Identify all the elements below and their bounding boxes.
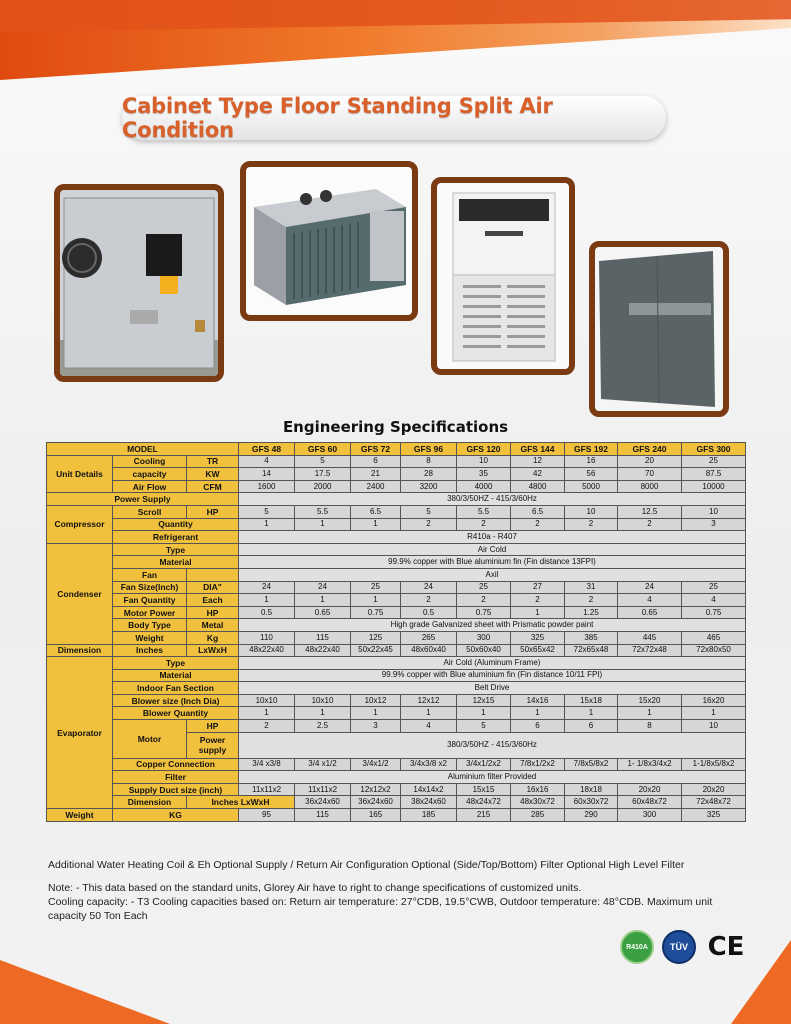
value-cell: 2 — [457, 518, 511, 531]
model-name: GFS 48 — [239, 443, 295, 456]
merged-value: R410a - R407 — [239, 531, 746, 544]
value-cell: 8 — [618, 720, 682, 733]
value-cell: 5 — [457, 720, 511, 733]
value-cell: 48x60x40 — [401, 644, 457, 657]
indoor-unit-image — [437, 183, 569, 369]
row-unit: HP — [187, 606, 239, 619]
value-cell: 6 — [565, 720, 618, 733]
value-cell: 1 — [511, 707, 565, 720]
row-label: Refrigerant — [113, 531, 239, 544]
section-compressor: Compressor — [47, 505, 113, 543]
value-cell: 12.5 — [618, 505, 682, 518]
row-label: Cooling — [113, 455, 187, 468]
value-cell: 325 — [682, 809, 746, 822]
section-condenser: Condenser — [47, 543, 113, 644]
value-cell: 6 — [351, 455, 401, 468]
value-cell: 11x11x2 — [239, 783, 295, 796]
value-cell: 36x24x60 — [351, 796, 401, 809]
value-cell: 15x20 — [618, 694, 682, 707]
value-cell: 10 — [682, 720, 746, 733]
note-options: Additional Water Heating Coil & Eh Optional Supply / Return Air Configuration Optional (Side/Top/Bottom) Filter Optional High Level Filter — [48, 859, 685, 871]
notes-section — [48, 858, 748, 932]
table-row — [47, 694, 746, 707]
tuv-logo: TÜV — [662, 930, 696, 964]
value-cell: 4800 — [511, 480, 565, 493]
merged-value: Belt Drive — [239, 682, 746, 695]
note-disclaimer: Note: - This data based on the standard units, Glorey Air have to right to change specifications of customized units. — [48, 882, 582, 894]
table-row — [47, 796, 746, 809]
value-cell: 60x48x72 — [618, 796, 682, 809]
value-cell: 4000 — [457, 480, 511, 493]
row-label: Blower Quantity — [113, 707, 239, 720]
model-header: MODEL — [47, 443, 239, 456]
row-label: Body Type — [113, 619, 187, 632]
value-cell: 27 — [511, 581, 565, 594]
outdoor-unit-image — [60, 190, 218, 376]
table-row — [47, 468, 746, 481]
table-row — [47, 518, 746, 531]
row-label: Copper Connection — [113, 758, 239, 771]
value-cell: 38x24x60 — [401, 796, 457, 809]
row-unit: CFM — [187, 480, 239, 493]
row-unit: LxWxH — [187, 644, 239, 657]
value-cell: 3/4x1/2 — [351, 758, 401, 771]
value-cell: 1 — [401, 707, 457, 720]
merged-value: 99.9% copper with Blue aluminium fin (Fin distance 10/11 FPI) — [239, 669, 746, 682]
value-cell: 3/4 x3/8 — [239, 758, 295, 771]
value-cell: 3 — [351, 720, 401, 733]
row-label: Air Flow — [113, 480, 187, 493]
value-cell: 14x16 — [511, 694, 565, 707]
value-cell: 6.5 — [511, 505, 565, 518]
value-cell: 1 — [351, 594, 401, 607]
value-cell: 5 — [295, 455, 351, 468]
row-unit: Each — [187, 594, 239, 607]
value-cell: 215 — [457, 809, 511, 822]
model-name: GFS 192 — [565, 443, 618, 456]
row-label: Fan Quantity — [113, 594, 187, 607]
page-title: Cabinet Type Floor Standing Split Air Condition — [122, 94, 553, 142]
value-cell: 8000 — [618, 480, 682, 493]
value-cell: 2400 — [351, 480, 401, 493]
value-cell: 12x15 — [457, 694, 511, 707]
value-cell: 3/4x1/2x2 — [457, 758, 511, 771]
merged-value: Axil — [239, 568, 746, 581]
table-row — [47, 581, 746, 594]
merged-value: Air Cold — [239, 543, 746, 556]
value-cell: 2.5 — [295, 720, 351, 733]
model-name: GFS 96 — [401, 443, 457, 456]
value-cell: 1 — [351, 518, 401, 531]
value-cell: 2000 — [295, 480, 351, 493]
value-cell: 20 — [618, 455, 682, 468]
value-cell: 1 — [565, 707, 618, 720]
row-label: KG — [113, 809, 239, 822]
value-cell: 6.5 — [351, 505, 401, 518]
value-cell: 1.25 — [565, 606, 618, 619]
value-cell: 4 — [682, 594, 746, 607]
row-unit: KW — [187, 468, 239, 481]
value-cell: 2 — [511, 518, 565, 531]
value-cell: 1 — [511, 606, 565, 619]
value-cell: 285 — [511, 809, 565, 822]
value-cell: 185 — [401, 809, 457, 822]
value-cell: 10 — [682, 505, 746, 518]
value-cell: 12 — [511, 455, 565, 468]
value-cell: 56 — [565, 468, 618, 481]
row-unit: HP — [187, 505, 239, 518]
value-cell: 35 — [457, 468, 511, 481]
value-cell: 10 — [457, 455, 511, 468]
value-cell: 10x10 — [295, 694, 351, 707]
value-cell: 7/8x5/8x2 — [565, 758, 618, 771]
table-row — [47, 443, 746, 456]
value-cell: 5 — [401, 505, 457, 518]
value-cell: 1- 1/8x3/4x2 — [618, 758, 682, 771]
merged-value: 380/3/50HZ - 415/3/60Hz — [239, 493, 746, 506]
table-row — [47, 568, 746, 581]
value-cell: 15x15 — [457, 783, 511, 796]
row-label: Material — [113, 669, 239, 682]
row-label: capacity — [113, 468, 187, 481]
table-row — [47, 657, 746, 670]
row-label: Inches LxWxH — [187, 796, 295, 809]
value-cell: 10x12 — [351, 694, 401, 707]
value-cell: 25 — [682, 455, 746, 468]
value-cell: 50x60x40 — [457, 644, 511, 657]
value-cell: 12x12 — [401, 694, 457, 707]
section-unit-details: Unit Details — [47, 455, 113, 493]
section-dimension: Dimension — [47, 644, 113, 657]
row-unit: HP — [187, 720, 239, 733]
value-cell: 20x20 — [618, 783, 682, 796]
value-cell: 72x72x48 — [618, 644, 682, 657]
product-photo-cabinet-unit — [240, 161, 418, 321]
value-cell: 24 — [618, 581, 682, 594]
value-cell: 2 — [457, 594, 511, 607]
value-cell: 48x22x40 — [239, 644, 295, 657]
title-banner — [122, 96, 666, 140]
value-cell: 0.5 — [239, 606, 295, 619]
value-cell: 300 — [457, 631, 511, 644]
table-row — [47, 809, 746, 822]
value-cell: 24 — [401, 581, 457, 594]
row-label: Scroll — [113, 505, 187, 518]
value-cell: 2 — [239, 720, 295, 733]
row-label: Blower size (Inch Dia) — [113, 694, 239, 707]
value-cell: 25 — [682, 581, 746, 594]
value-cell: 7/8x1/2x2 — [511, 758, 565, 771]
table-row — [47, 720, 746, 733]
value-cell: 1 — [295, 594, 351, 607]
merged-value: 99.9% copper with Blue aluminium fin (Fin distance 13FPI) — [239, 556, 746, 569]
value-cell: 3/4 x1/2 — [295, 758, 351, 771]
section-dimension: Dimension — [113, 796, 187, 809]
row-label: Fan Size(Inch) — [113, 581, 187, 594]
table-row — [47, 543, 746, 556]
row-label: Type — [113, 657, 239, 670]
value-cell: 3200 — [401, 480, 457, 493]
model-name: GFS 72 — [351, 443, 401, 456]
value-cell: 5 — [239, 505, 295, 518]
value-cell: 0.65 — [295, 606, 351, 619]
value-cell: 72x65x48 — [565, 644, 618, 657]
row-label: Motor Power — [113, 606, 187, 619]
value-cell: 17.5 — [295, 468, 351, 481]
table-row — [47, 644, 746, 657]
model-name: GFS 240 — [618, 443, 682, 456]
value-cell: 1 — [239, 707, 295, 720]
grey-cabinet-image — [595, 247, 723, 411]
model-name: GFS 60 — [295, 443, 351, 456]
value-cell: 0.75 — [682, 606, 746, 619]
value-cell: 1 — [682, 707, 746, 720]
value-cell: 1 — [239, 594, 295, 607]
value-cell: 2 — [618, 518, 682, 531]
value-cell: 1 — [457, 707, 511, 720]
value-cell: 20x20 — [682, 783, 746, 796]
product-photo-outdoor-unit — [54, 184, 224, 382]
value-cell: 1 — [618, 707, 682, 720]
value-cell: 8 — [401, 455, 457, 468]
value-cell: 50x22x45 — [351, 644, 401, 657]
value-cell: 3 — [682, 518, 746, 531]
value-cell: 6 — [511, 720, 565, 733]
value-cell: 265 — [401, 631, 457, 644]
value-cell: 0.65 — [618, 606, 682, 619]
value-cell: 2 — [565, 518, 618, 531]
value-cell: 2 — [401, 594, 457, 607]
row-unit: Metal — [187, 619, 239, 632]
table-row — [47, 707, 746, 720]
value-cell: 5000 — [565, 480, 618, 493]
value-cell: 325 — [511, 631, 565, 644]
value-cell: 36x24x60 — [295, 796, 351, 809]
table-row — [47, 669, 746, 682]
table-row — [47, 631, 746, 644]
value-cell: 115 — [295, 809, 351, 822]
value-cell: 87.5 — [682, 468, 746, 481]
r410a-logo: R410A — [620, 930, 654, 964]
value-cell: 4 — [618, 594, 682, 607]
value-cell: 5.5 — [295, 505, 351, 518]
value-cell: 50x65x42 — [511, 644, 565, 657]
value-cell: 1-1/8x5/8x2 — [682, 758, 746, 771]
merged-value: 380/3/50HZ - 415/3/60Hz — [239, 732, 746, 758]
row-label: Motor — [113, 720, 187, 759]
value-cell: 165 — [351, 809, 401, 822]
product-photo-indoor-unit — [431, 177, 575, 375]
table-row — [47, 619, 746, 632]
value-cell: 10000 — [682, 480, 746, 493]
value-cell: 1600 — [239, 480, 295, 493]
value-cell: 48x30x72 — [511, 796, 565, 809]
value-cell: 14 — [239, 468, 295, 481]
table-row — [47, 758, 746, 771]
value-cell: 28 — [401, 468, 457, 481]
value-cell: 42 — [511, 468, 565, 481]
value-cell: 25 — [457, 581, 511, 594]
value-cell: 0.75 — [351, 606, 401, 619]
row-label: Quantity — [113, 518, 239, 531]
table-row — [47, 682, 746, 695]
row-label: Supply Duct size (inch) — [113, 783, 239, 796]
note-cooling-capacity: Cooling capacity: - T3 Cooling capacities based on: Return air temperature: 27°CDB, 19.5°CWB, Outdoor temperature: 48°CDB. Maximum unit capacity 50 Ton Each — [48, 896, 713, 922]
section-weight: Weight — [47, 809, 113, 822]
value-cell: 48x22x40 — [295, 644, 351, 657]
value-cell: 110 — [239, 631, 295, 644]
value-cell: 4 — [401, 720, 457, 733]
row-unit: DIA" — [187, 581, 239, 594]
value-cell: 0.5 — [401, 606, 457, 619]
value-cell: 385 — [565, 631, 618, 644]
value-cell: 15x18 — [565, 694, 618, 707]
value-cell: 10 — [565, 505, 618, 518]
value-cell: 3/4x3/8 x2 — [401, 758, 457, 771]
value-cell: 24 — [239, 581, 295, 594]
value-cell: 300 — [618, 809, 682, 822]
table-row — [47, 455, 746, 468]
table-row — [47, 480, 746, 493]
value-cell: 4 — [239, 455, 295, 468]
value-cell: 0.75 — [457, 606, 511, 619]
value-cell: 48x24x72 — [457, 796, 511, 809]
value-cell: 21 — [351, 468, 401, 481]
value-cell: 72x80x50 — [682, 644, 746, 657]
row-label: Type — [113, 543, 239, 556]
value-cell: 2 — [511, 594, 565, 607]
value-cell: 25 — [351, 581, 401, 594]
value-cell: 95 — [239, 809, 295, 822]
certification-logos — [620, 930, 748, 964]
table-row — [47, 594, 746, 607]
row-unit — [187, 568, 239, 581]
table-row — [47, 493, 746, 506]
value-cell: 72x48x72 — [682, 796, 746, 809]
value-cell: 125 — [351, 631, 401, 644]
row-label: Inches — [113, 644, 187, 657]
value-cell: 60x30x72 — [565, 796, 618, 809]
value-cell: 31 — [565, 581, 618, 594]
table-row — [47, 606, 746, 619]
row-label: Weight — [113, 631, 187, 644]
value-cell: 14x14x2 — [401, 783, 457, 796]
table-row — [47, 783, 746, 796]
row-label: Power Supply — [47, 493, 239, 506]
specs-heading: Engineering Specifications — [282, 418, 509, 436]
row-label: Filter — [113, 771, 239, 784]
model-name: GFS 144 — [511, 443, 565, 456]
model-name: GFS 300 — [682, 443, 746, 456]
value-cell: 11x11x2 — [295, 783, 351, 796]
section-evaporator: Evaporator — [47, 657, 113, 809]
row-label: Indoor Fan Section — [113, 682, 239, 695]
value-cell: 5.5 — [457, 505, 511, 518]
ce-logo: CE — [707, 932, 745, 962]
merged-value: Aluminium filter Provided — [239, 771, 746, 784]
value-cell: 10x10 — [239, 694, 295, 707]
value-cell: 465 — [682, 631, 746, 644]
value-cell: 115 — [295, 631, 351, 644]
merged-value: High grade Galvanized sheet with Prismatic powder paint — [239, 619, 746, 632]
value-cell: 445 — [618, 631, 682, 644]
row-unit: TR — [187, 455, 239, 468]
row-unit: Kg — [187, 631, 239, 644]
cabinet-unit-image — [246, 167, 412, 315]
value-cell: 16x16 — [511, 783, 565, 796]
table-row — [47, 531, 746, 544]
value-cell: 16x20 — [682, 694, 746, 707]
row-unit: Power supply — [187, 732, 239, 758]
value-cell: 12x12x2 — [351, 783, 401, 796]
table-row — [47, 771, 746, 784]
table-row — [47, 556, 746, 569]
row-label: Material — [113, 556, 239, 569]
product-photo-grey-cabinet — [589, 241, 729, 417]
merged-value: Air Cold (Aluminum Frame) — [239, 657, 746, 670]
value-cell: 24 — [295, 581, 351, 594]
value-cell: 1 — [239, 518, 295, 531]
value-cell: 16 — [565, 455, 618, 468]
value-cell: 2 — [565, 594, 618, 607]
specifications-table — [46, 442, 746, 822]
row-label: Fan — [113, 568, 187, 581]
value-cell: 18x18 — [565, 783, 618, 796]
value-cell: 1 — [295, 707, 351, 720]
value-cell: 2 — [401, 518, 457, 531]
value-cell: 290 — [565, 809, 618, 822]
value-cell: 70 — [618, 468, 682, 481]
value-cell: 1 — [295, 518, 351, 531]
model-name: GFS 120 — [457, 443, 511, 456]
table-row — [47, 505, 746, 518]
value-cell: 1 — [351, 707, 401, 720]
